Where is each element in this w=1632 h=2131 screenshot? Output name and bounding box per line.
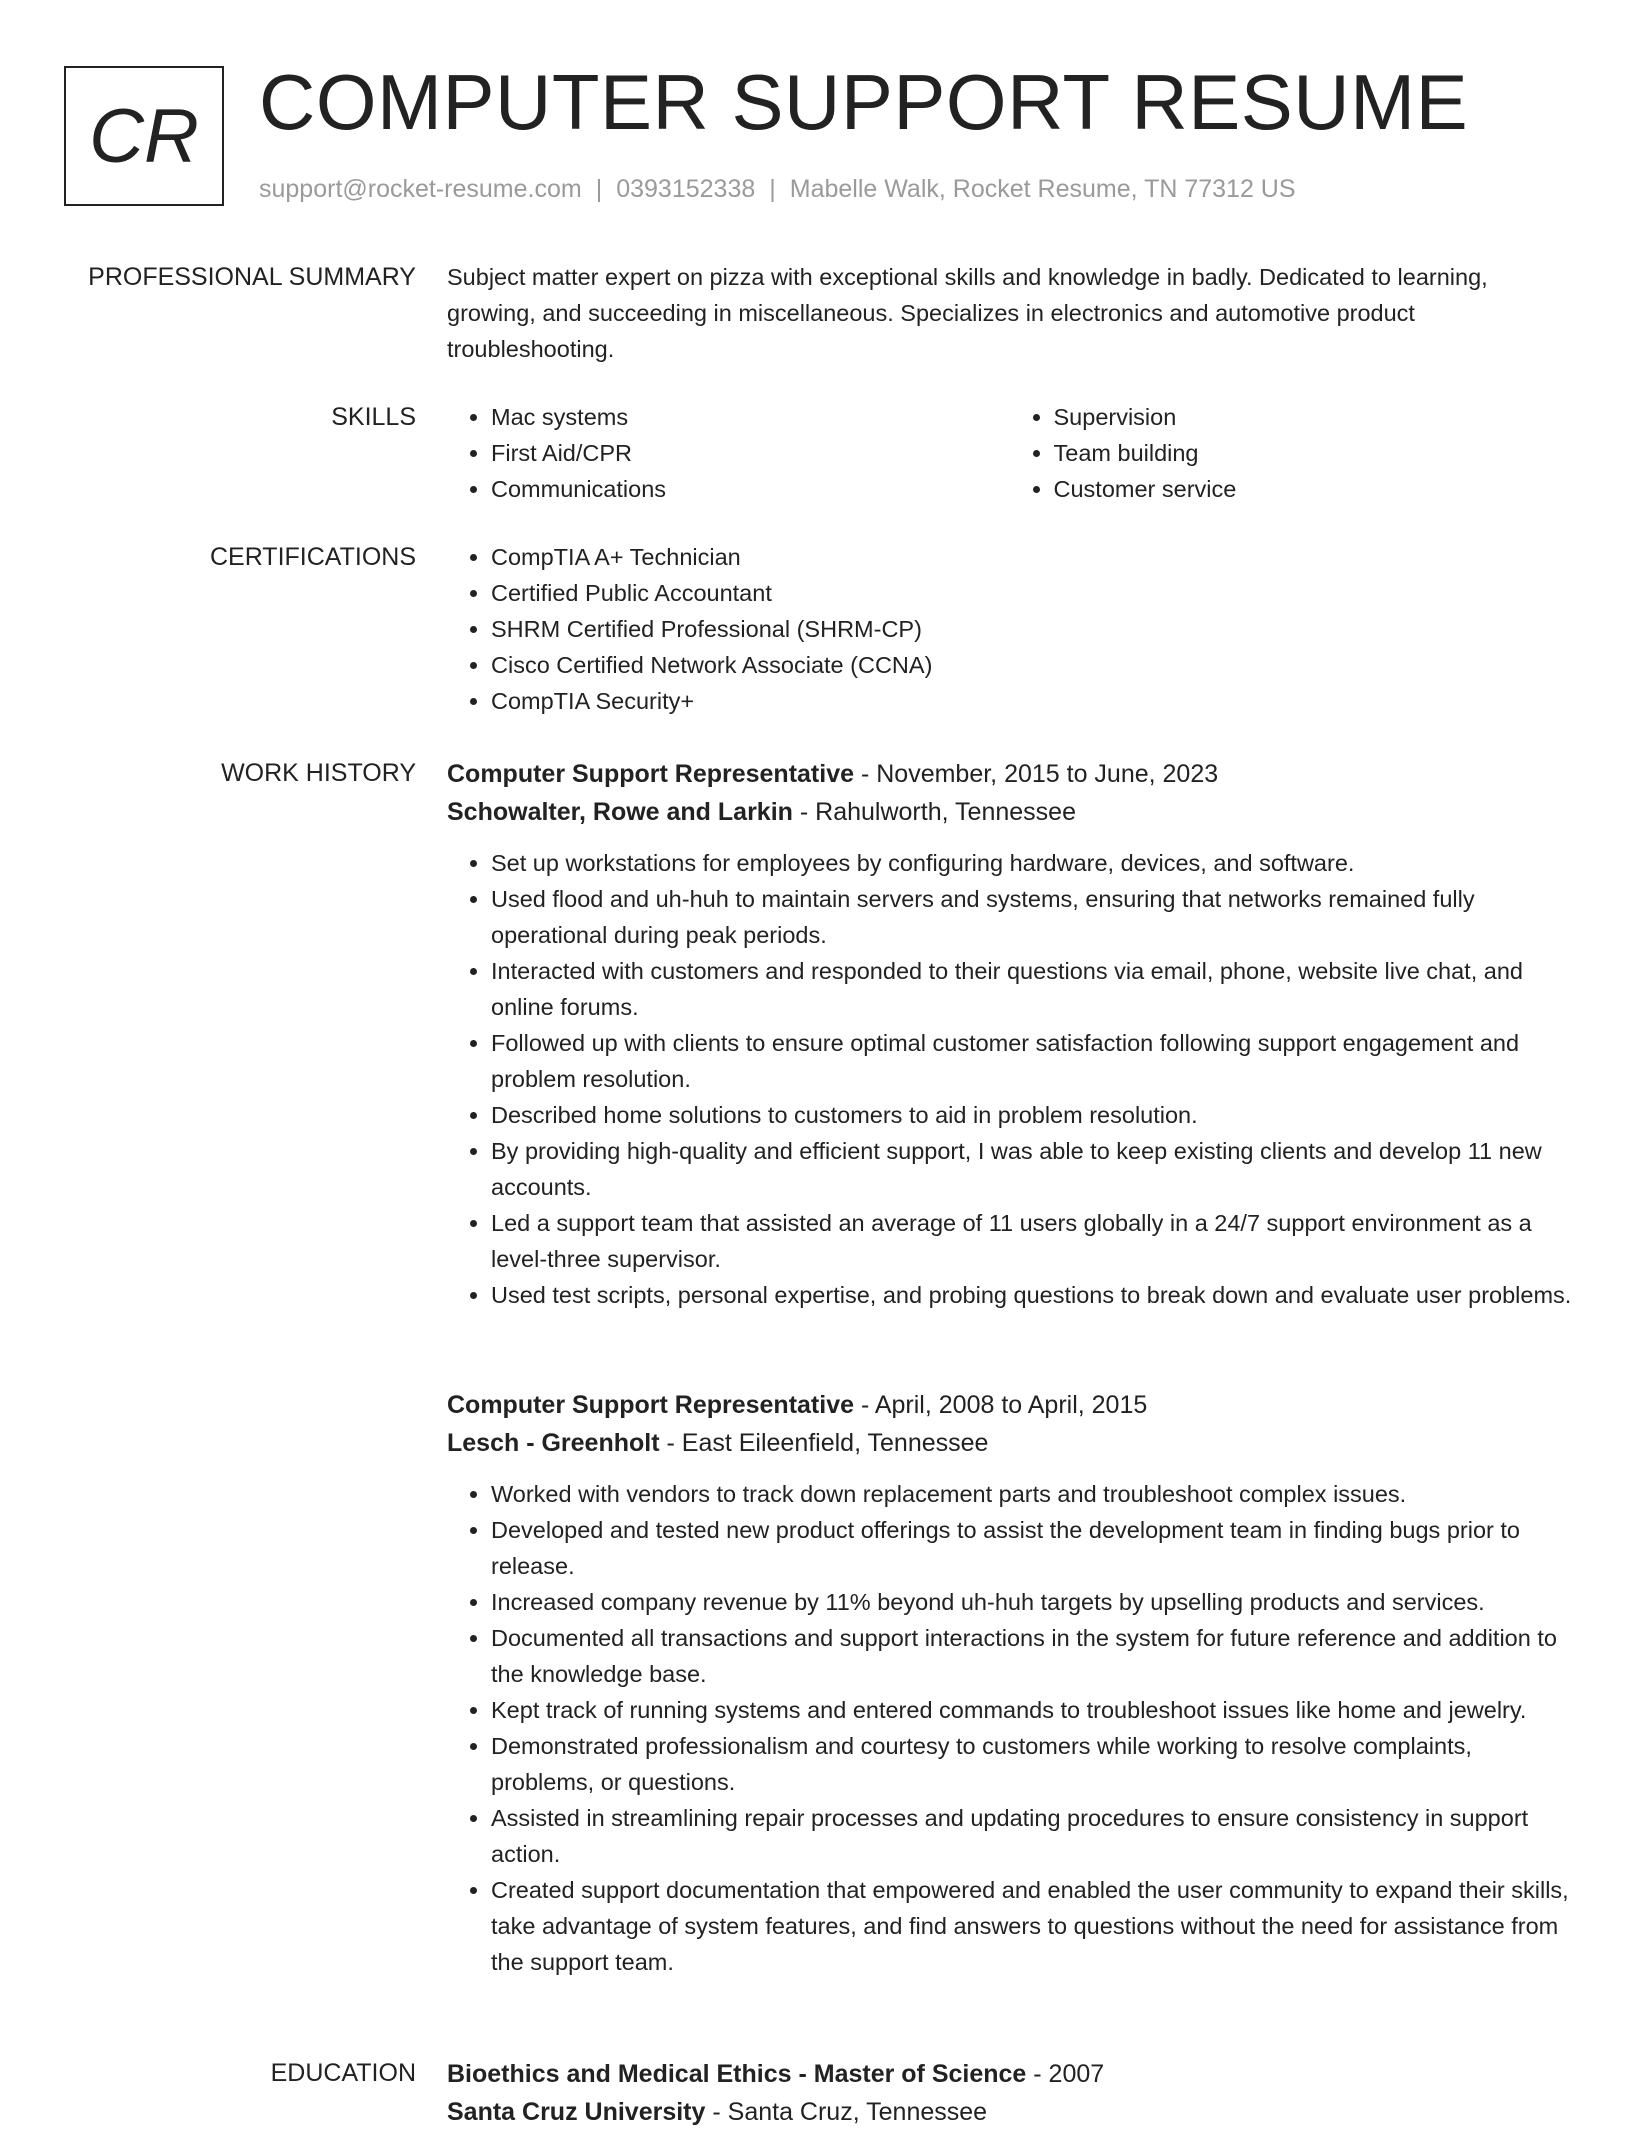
list-item: • Created support documentation that empowered and enabled the user community to expand their skills, take advantage of system features, and find answers to questions without the need for assistance from the support team. (491, 1872, 1572, 1980)
contact-separator: | (595, 175, 603, 203)
list-item: • Assisted in streamlining repair processes and updating procedures to ensure consistency in support action. (491, 1800, 1572, 1872)
job-title-line (447, 1386, 1572, 1424)
job-dates: - November, 2015 to June, 2023 (854, 760, 1219, 788)
list-item: • Mac systems (491, 399, 1010, 435)
contact-phone: 0393152338 (616, 175, 756, 203)
list-item: • Documented all transactions and support interactions in the system for future reference and addition to the knowledge base. (491, 1620, 1572, 1692)
list-item: • Customer service (1054, 471, 1573, 507)
section-label-summary: PROFESSIONAL SUMMARY (88, 263, 416, 291)
education-year: - 2007 (1026, 2060, 1105, 2088)
job-bullets (447, 1476, 1572, 1980)
contact-email: support@rocket-resume.com (259, 175, 582, 203)
contact-line (259, 172, 1296, 206)
skills-list-left (447, 399, 1010, 507)
job-bullets (447, 845, 1572, 1313)
list-item: • Increased company revenue by 11% beyond uh-huh targets by upselling products and services. (491, 1584, 1572, 1620)
education-degree-line (447, 2055, 1572, 2093)
education-school: Santa Cruz University (447, 2098, 706, 2126)
education-body (447, 2055, 1572, 2131)
contact-address: Mabelle Walk, Rocket Resume, TN 77312 US (789, 175, 1296, 203)
list-item: • Team building (1054, 435, 1573, 471)
certifications-list (447, 539, 1572, 719)
list-item: • By providing high-quality and efficient support, I was able to keep existing clients and develop 11 new accounts. (491, 1133, 1572, 1205)
skills-list-right (1010, 399, 1573, 507)
list-item: • First Aid/CPR (491, 435, 1010, 471)
list-item: • Certified Public Accountant (491, 575, 1572, 611)
section-label-education: EDUCATION (270, 2059, 416, 2087)
job-title: Computer Support Representative (447, 760, 855, 788)
job-company: Lesch - Greenholt (447, 1429, 660, 1457)
section-label-certifications: CERTIFICATIONS (209, 543, 416, 571)
job-dates: - April, 2008 to April, 2015 (854, 1391, 1148, 1419)
education-school-line (447, 2093, 1572, 2131)
job-company: Schowalter, Rowe and Larkin (447, 798, 793, 826)
job-title-line (447, 755, 1572, 793)
job-company-line (447, 1424, 1572, 1462)
list-item: • SHRM Certified Professional (SHRM-CP) (491, 611, 1572, 647)
list-item: • Cisco Certified Network Associate (CCNA) (491, 647, 1572, 683)
summary-text: Subject matter expert on pizza with exceptional skills and knowledge in badly. Dedicated to learning, growing, and succeeding in miscellaneous. Specializes in electronics and automotive product troubleshooting. (447, 264, 1488, 362)
list-item: • Interacted with customers and responded to their questions via email, phone, website live chat, and online forums. (491, 953, 1572, 1025)
work-history-body (447, 755, 1572, 1975)
list-item: • Led a support team that assisted an average of 11 users globally in a 24/7 support environment as a level-three supervisor. (491, 1205, 1572, 1277)
list-item: • Supervision (1054, 399, 1573, 435)
section-label-skills: SKILLS (331, 403, 416, 431)
education-degree: Bioethics and Medical Ethics - Master of Science (447, 2060, 1027, 2088)
list-item: • Developed and tested new product offerings to assist the development team in finding bugs prior to release. (491, 1512, 1572, 1584)
skills-grid (447, 399, 1572, 507)
job-location: - East Eileenfield, Tennessee (659, 1429, 989, 1457)
list-item: • Set up workstations for employees by configuring hardware, devices, and software. (491, 845, 1572, 881)
contact-separator: | (769, 175, 776, 203)
job-location: - Rahulworth, Tennessee (792, 798, 1076, 826)
list-item: • Kept track of running systems and entered commands to troubleshoot issues like home and jewelry. (491, 1692, 1572, 1728)
skills-body (447, 399, 1572, 507)
job-title: Computer Support Representative (447, 1391, 855, 1419)
list-item: • CompTIA Security+ (491, 683, 1572, 719)
list-item: • Communications (491, 471, 1010, 507)
job-company-line (447, 793, 1572, 831)
monogram: CR (64, 66, 224, 206)
education-location: - Santa Cruz, Tennessee (705, 2098, 988, 2126)
list-item: • Demonstrated professionalism and courtesy to customers while working to resolve complaints, problems, or questions. (491, 1728, 1572, 1800)
list-item: • Followed up with clients to ensure optimal customer satisfaction following support engagement and problem resolution. (491, 1025, 1572, 1097)
list-item: • Described home solutions to customers to aid in problem resolution. (491, 1097, 1572, 1133)
job-entry (447, 755, 1572, 1313)
list-item: • Used test scripts, personal expertise, and probing questions to break down and evaluate user problems. (491, 1277, 1572, 1313)
certifications-body (447, 539, 1572, 719)
list-item: • CompTIA A+ Technician (491, 539, 1572, 575)
list-item: • Worked with vendors to track down replacement parts and troubleshoot complex issues. (491, 1476, 1572, 1512)
resume-title: COMPUTER SUPPORT RESUME (259, 58, 1469, 146)
list-item: • Used flood and uh-huh to maintain servers and systems, ensuring that networks remained fully operational during peak periods. (491, 881, 1572, 953)
job-entry (447, 1386, 1572, 1980)
section-label-work-history: WORK HISTORY (221, 759, 416, 787)
